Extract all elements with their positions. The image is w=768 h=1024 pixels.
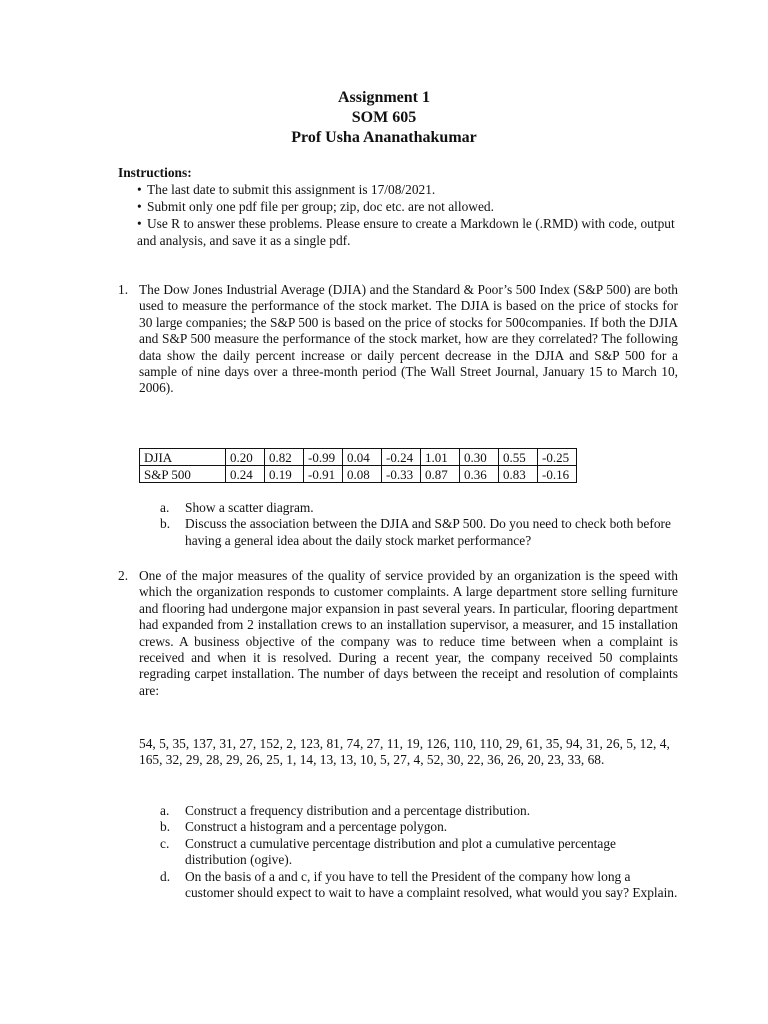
- question-text: The Dow Jones Industrial Average (DJIA) and the Standard & Poor’s 500 Index (S&P 500) are both used to measure the performance of the stock market. The DJIA is based on the price of stocks for 30 large companies; the S&P 500 is based on the price of stocks for 500companies. If both the DJIA and S&P 500 measure the performance of the stock market, how are they correlated? The following data show the daily percent increase or daily percent decrease in the DJIA and S&P 500 for a sample of nine days over a three-month period (The Wall Street Journal, January 15 to March 10, 2006).: [139, 282, 678, 396]
- question-2-parts: [160, 803, 680, 901]
- table-cell: 1.01: [421, 449, 460, 466]
- sub-question: d. On the basis of a and c, if you have to tell the President of the company how long a customer should expect to wait to have a complaint resolved, what would you say? Explain.: [160, 868, 678, 901]
- bullet-icon: •: [137, 199, 142, 214]
- bullet-icon: •: [137, 182, 142, 197]
- table-row: [140, 449, 577, 466]
- professor-name: Prof Usha Ananathakumar: [291, 129, 477, 146]
- instruction-item: • The last date to submit this assignment is 17/08/2021.: [137, 182, 436, 197]
- instruction-item: • Use R to answer these problems. Please ensure to create a Markdown le (.RMD) with code, output and analysis, and save it as a single pdf.: [137, 216, 675, 248]
- question-number: 1.: [118, 282, 129, 297]
- table-cell: 0.36: [460, 466, 499, 483]
- bullet-icon: •: [137, 216, 142, 231]
- sub-question: b. Discuss the association between the DJIA and S&P 500. Do you need to check both before having a general idea about the daily stock market performance?: [160, 516, 671, 548]
- document-header: [0, 88, 768, 148]
- instruction-item: • Submit only one pdf file per group; zip, doc etc. are not allowed.: [137, 199, 494, 214]
- sub-question: c. Construct a cumulative percentage distribution and plot a cumulative percentage distribution (ogive).: [160, 835, 616, 868]
- question-1: [118, 282, 678, 397]
- question-text: One of the major measures of the quality of service provided by an organization is the speed with which the organization responds to customer complaints. A large department store selling furniture and flooring had undergone major expansion in past several years. In particular, flooring department had expanded from 2 installation crews to an installation supervisor, a measurer, and 15 installation crews. A business objective of the company was to reduce time between when a complaint is received and when it is resolved. During a recent year, the company received 50 complaints regrading carpet installation. The number of days between the receipt and resolution of complaints are:: [139, 568, 678, 698]
- sub-question: b. Construct a histogram and a percentage polygon.: [160, 819, 448, 835]
- table-cell: 0.19: [265, 466, 304, 483]
- instructions-section: [118, 164, 678, 249]
- table-row-label: S&P 500: [140, 466, 226, 483]
- question-1-parts: [160, 500, 680, 549]
- table-cell: 0.83: [499, 466, 538, 483]
- table-cell: 0.30: [460, 449, 499, 466]
- table-row: [140, 466, 577, 483]
- assignment-title: Assignment 1: [337, 89, 430, 106]
- table-cell: 0.55: [499, 449, 538, 466]
- instructions-list: [118, 181, 678, 249]
- course-code: SOM 605: [351, 109, 417, 126]
- table-cell: -0.24: [382, 449, 421, 466]
- question-number: 2.: [118, 568, 129, 583]
- djia-sp500-table: [139, 448, 577, 483]
- sub-question: a. Show a scatter diagram.: [160, 500, 314, 515]
- table-cell: 0.04: [343, 449, 382, 466]
- table-cell: -0.16: [538, 466, 577, 483]
- question-2: [118, 568, 678, 699]
- complaint-days-data: 54, 5, 35, 137, 31, 27, 152, 2, 123, 81, 74, 27, 11, 19, 126, 110, 110, 29, 61, 35, 94, 31, 26, 5, 12, 4, 165, 32, 29, 28, 29, 26, 25, 1, 14, 13, 13, 10, 5, 27, 4, 52, 30, 22, 36, 26, 20, 23, 33, 68.: [139, 736, 670, 768]
- table-cell: 0.87: [421, 466, 460, 483]
- table-row-label: DJIA: [140, 449, 226, 466]
- sub-question: a. Construct a frequency distribution and a percentage distribution.: [160, 803, 531, 818]
- table-cell: -0.91: [304, 466, 343, 483]
- table-cell: -0.99: [304, 449, 343, 466]
- instructions-heading: Instructions:: [118, 165, 192, 180]
- table-cell: 0.20: [226, 449, 265, 466]
- table-cell: 0.82: [265, 449, 304, 466]
- table-cell: -0.33: [382, 466, 421, 483]
- table-cell: -0.25: [538, 449, 577, 466]
- table-cell: 0.08: [343, 466, 382, 483]
- table-cell: 0.24: [226, 466, 265, 483]
